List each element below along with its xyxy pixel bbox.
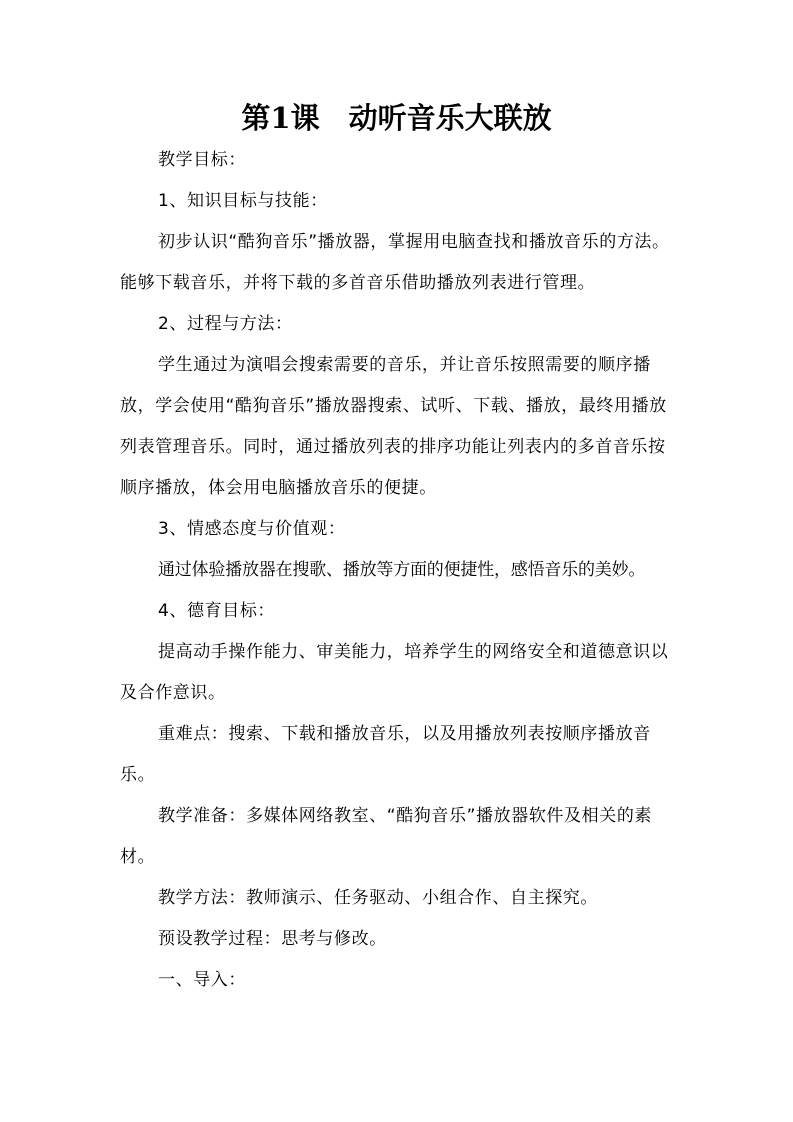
section-introduction-heading: 一、导入： bbox=[158, 970, 246, 990]
teaching-process: 预设教学过程：思考与修改。 bbox=[158, 929, 387, 949]
teaching-objectives-heading: 教学目标： bbox=[158, 150, 246, 170]
knowledge-objective-heading: 1、知识目标与技能： bbox=[158, 191, 328, 211]
page-title: 第1课 动听音乐大联放 bbox=[241, 101, 552, 135]
emotion-values-heading: 3、情感态度与价值观： bbox=[158, 519, 346, 539]
teaching-methods: 教学方法：教师演示、任务驱动、小组合作、自主探究。 bbox=[158, 888, 598, 908]
process-method-text: 学生通过为演唱会搜索需要的音乐，并让音乐按照需要的顺序播放，学会使用“酷狗音乐”播放器搜索、试听、下载、播放，最终用播放列表管理音乐。同时，通过播放列表的排序功能让列表内的多首音乐按顺序播放，体会用电脑播放音乐的便捷。 bbox=[120, 355, 667, 498]
key-difficult-points: 重难点：搜索、下载和播放音乐，以及用播放列表按顺序播放音乐。 bbox=[120, 724, 651, 785]
teaching-preparation: 教学准备：多媒体网络教室、“酷狗音乐”播放器软件及相关的素材。 bbox=[120, 806, 653, 867]
process-method-heading: 2、过程与方法： bbox=[158, 314, 293, 334]
moral-objective-heading: 4、德育目标： bbox=[158, 601, 276, 621]
moral-objective-text: 提高动手操作能力、审美能力，培养学生的网络安全和道德意识以及合作意识。 bbox=[120, 642, 669, 703]
knowledge-objective-text: 初步认识“酷狗音乐”播放器，掌握用电脑查找和播放音乐的方法。能够下载音乐，并将下载的多首音乐借助播放列表进行管理。 bbox=[120, 232, 670, 293]
emotion-values-text: 通过体验播放器在搜歌、播放等方面的便捷性，感悟音乐的美妙。 bbox=[158, 560, 646, 580]
